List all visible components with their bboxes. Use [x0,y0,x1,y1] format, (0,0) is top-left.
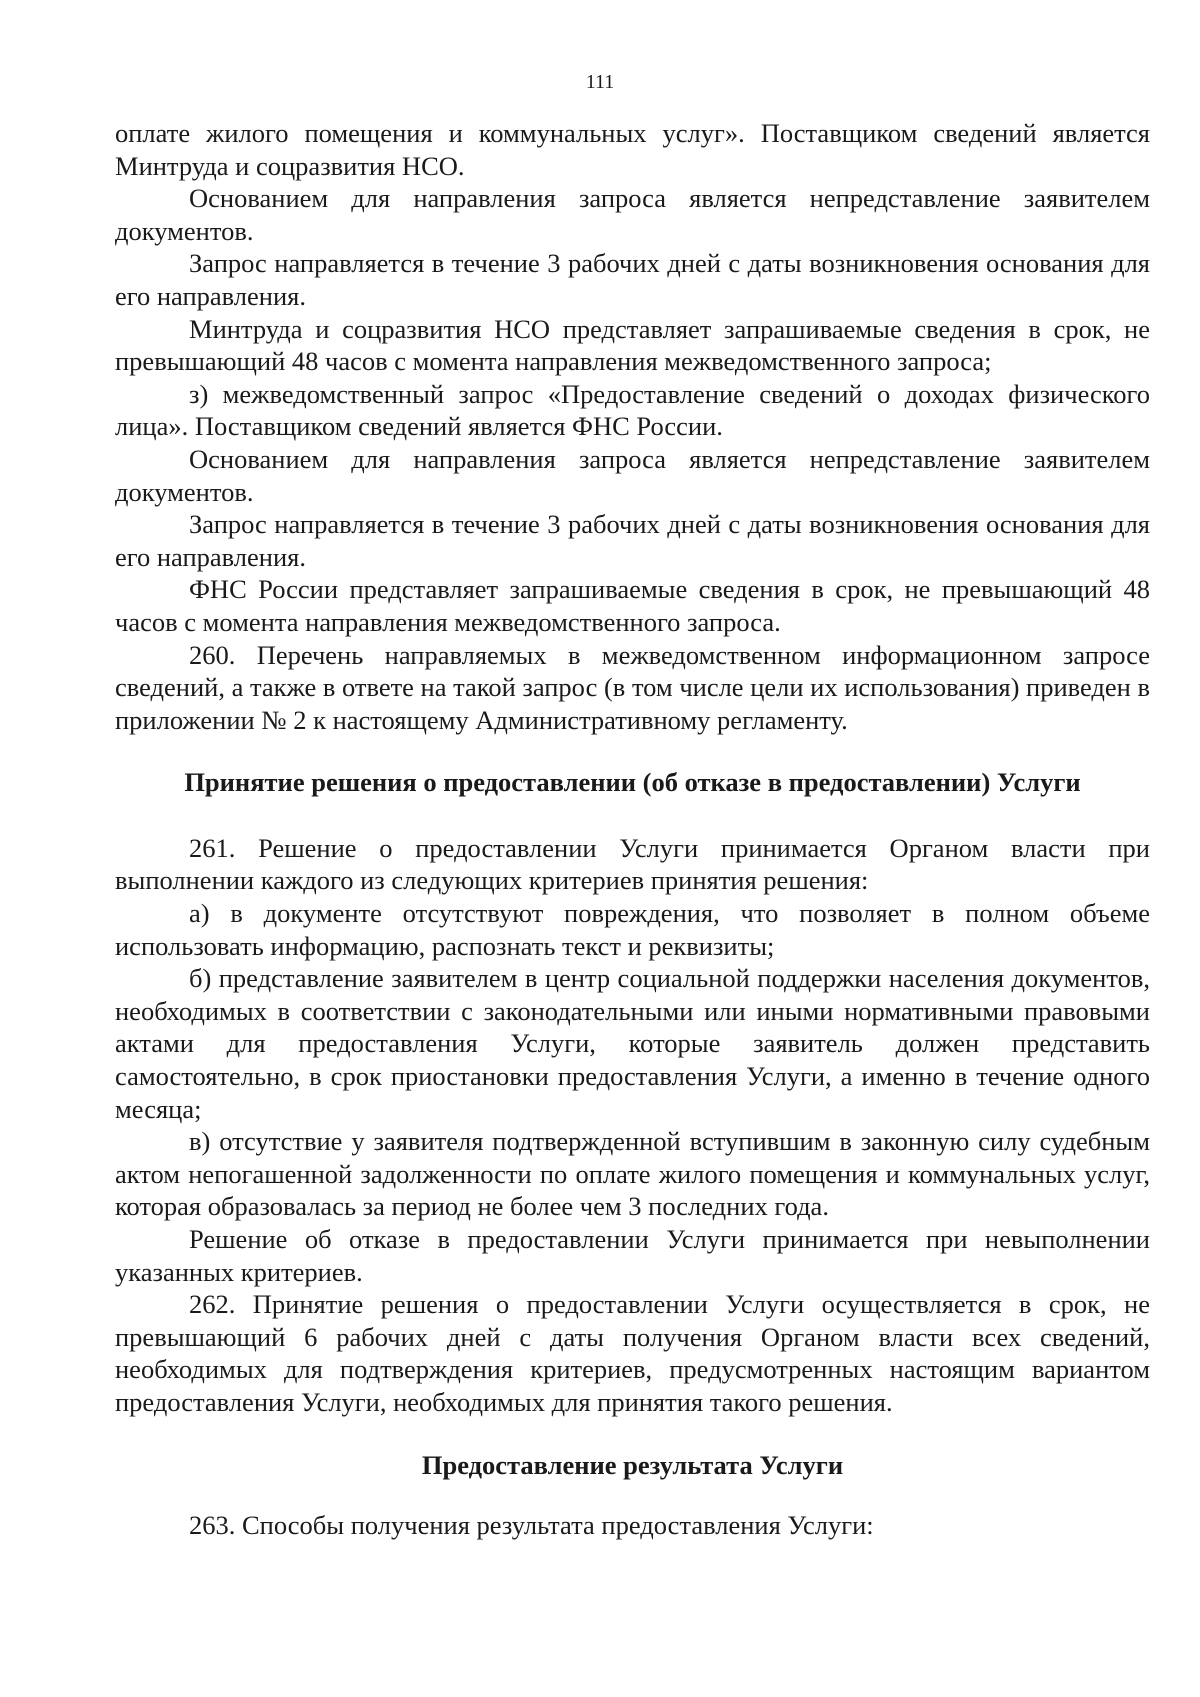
paragraph-260: 260. Перечень направляемых в межведомственном информационном запросе сведений, а также в ответе на такой запрос (в том числе цели их использования) приведен в приложении № 2 к настоящему Административному регламенту. [115,639,1151,735]
paragraph-263: 263. Способы получения результата предоставления Услуги: [189,1510,874,1541]
page-number: 111 [585,71,615,93]
document-body [115,117,1150,1542]
paragraph-continuation: оплате жилого помещения и коммунальных услуг». Поставщиком сведений является Минтруда и соцразвития НСО. [115,118,1150,181]
paragraph: з) межведомственный запрос «Предоставление сведений о доходах физического лица». Поставщиком сведений является ФНС России. [115,378,1150,442]
section-heading-result: Предоставление результата Услуги [421,1449,844,1480]
paragraph: Основанием для направления запроса является непредставление заявителем документов. [115,443,1150,507]
paragraph: Запрос направляется в течение 3 рабочих дней с даты возникновения основания для его направления. [115,248,1150,311]
paragraph: Минтруда и соцразвития НСО представляет запрашиваемые сведения в срок, не превышающий 48 часов с момента направления межведомственного запроса; [115,313,1150,377]
section-heading-decision: Принятие решения о предоставлении (об отказе в предоставлении) Услуги [184,767,1081,798]
paragraph: Решение об отказе в предоставлении Услуги принимается при невыполнении указанных критериев. [115,1224,1150,1287]
paragraph: Основанием для направления запроса является непредставление заявителем документов. [115,183,1150,246]
paragraph-261: 261. Решение о предоставлении Услуги принимается Органом власти при выполнении каждого из следующих критериев принятия решения: [115,832,1150,896]
paragraph-item-b: б) представление заявителем в центр социальной поддержки населения документов, необходимых в соответствии с законодательными или иными нормативными правовыми актами для предоставления Услуги, которые заявитель должен представить самостоятельно, в срок приостановки предоставления Услуги, а именно в течение одного месяца; [115,963,1150,1124]
paragraph: ФНС России представляет запрашиваемые сведения в срок, не превышающий 48 часов с момента направления межведомственного запроса. [115,574,1150,637]
paragraph-262: 262. Принятие решения о предоставлении Услуги осуществляется в срок, не превышающий 6 рабочих дней с даты получения Органом власти всех сведений, необходимых для подтверждения критериев, предусмотренных настоящим вариантом предоставления Услуги, необходимых для принятия такого решения. [115,1289,1150,1417]
paragraph-item-v: в) отсутствие у заявителя подтвержденной вступившим в законную силу судебным актом непогашенной задолженности по оплате жилого помещения и коммунальных услуг, которая образовалась за период не более чем 3 последних года. [115,1126,1150,1222]
paragraph-item-a: а) в документе отсутствуют повреждения, что позволяет в полном объеме использовать информацию, распознать текст и реквизиты; [115,898,1150,961]
paragraph: Запрос направляется в течение 3 рабочих дней с даты возникновения основания для его направления. [115,509,1150,572]
